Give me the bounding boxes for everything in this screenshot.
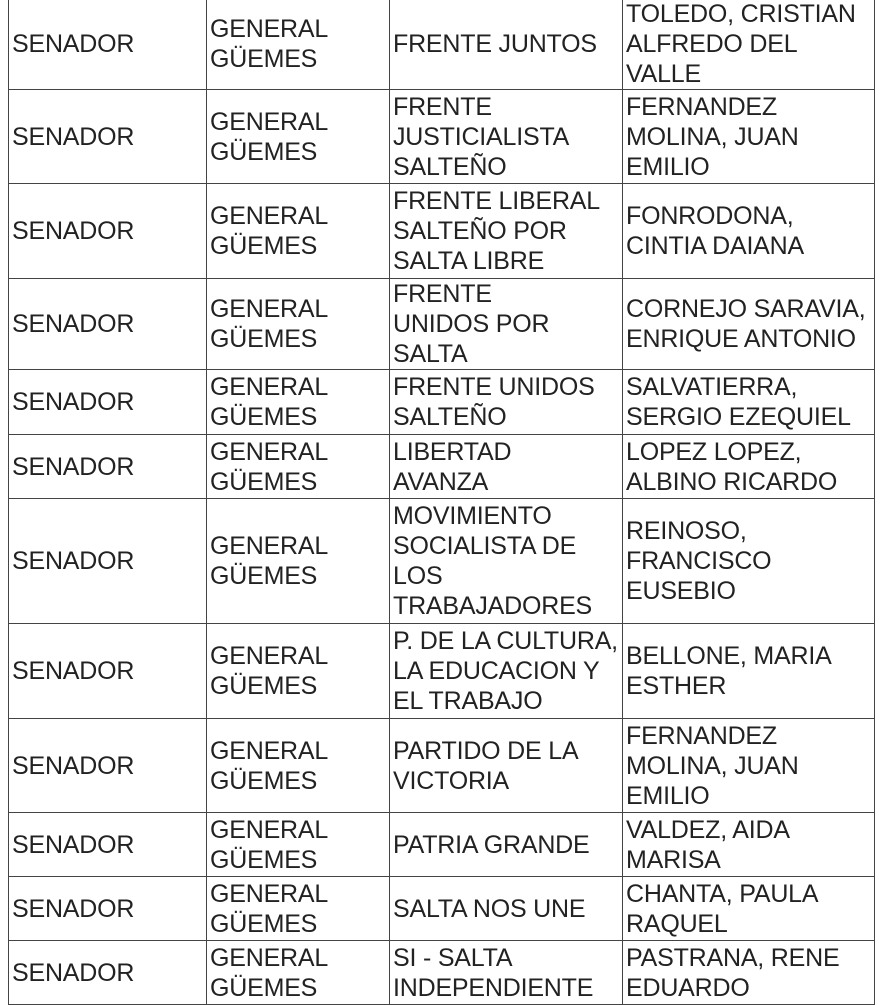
cargo-cell: SENADOR [9,624,207,719]
cargo-cell: SENADOR [9,90,207,184]
departamento-cell: GENERAL GÜEMES [207,813,390,877]
table-row [9,435,875,499]
cargo-cell: SENADOR [9,435,207,499]
cargo-cell: SENADOR [9,279,207,370]
candidato-cell: TOLEDO, CRISTIAN ALFREDO DEL VALLE [623,0,875,90]
table-row [9,370,875,435]
cargo-cell: SENADOR [9,184,207,279]
candidato-cell: PASTRANA, RENE EDUARDO [623,941,875,1005]
frente-cell: LIBERTAD AVANZA [390,435,623,499]
departamento-cell: GENERAL GÜEMES [207,877,390,941]
table-row [9,813,875,877]
candidato-cell: CHANTA, PAULA RAQUEL [623,877,875,941]
candidato-cell: SALVATIERRA, SERGIO EZEQUIEL [623,370,875,435]
candidato-cell: LOPEZ LOPEZ, ALBINO RICARDO [623,435,875,499]
table-row [9,624,875,719]
frente-cell: MOVIMIENTO SOCIALISTA DE LOS TRABAJADORES [390,499,623,624]
departamento-cell: GENERAL GÜEMES [207,499,390,624]
candidato-cell: REINOSO, FRANCISCO EUSEBIO [623,499,875,624]
table-row [9,184,875,279]
table-row [9,719,875,813]
frente-cell: FRENTE JUSTICIALISTA SALTEÑO [390,90,623,184]
departamento-cell: GENERAL GÜEMES [207,279,390,370]
candidato-cell: CORNEJO SARAVIA, ENRIQUE ANTONIO [623,279,875,370]
candidato-cell: FERNANDEZ MOLINA, JUAN EMILIO [623,90,875,184]
frente-cell: FRENTE LIBERAL SALTEÑO POR SALTA LIBRE [390,184,623,279]
frente-cell: PARTIDO DE LA VICTORIA [390,719,623,813]
cargo-cell: SENADOR [9,719,207,813]
table-row [9,499,875,624]
table-row [9,941,875,1005]
frente-cell: P. DE LA CULTURA, LA EDUCACION Y EL TRABAJO [390,624,623,719]
candidato-cell: VALDEZ, AIDA MARISA [623,813,875,877]
cargo-cell: SENADOR [9,0,207,90]
departamento-cell: GENERAL GÜEMES [207,0,390,90]
frente-cell: FRENTE UNIDOS SALTEÑO [390,370,623,435]
candidato-cell: FONRODONA, CINTIA DAIANA [623,184,875,279]
departamento-cell: GENERAL GÜEMES [207,184,390,279]
cargo-cell: SENADOR [9,813,207,877]
table-row [9,279,875,370]
candidates-table [8,0,875,1005]
cargo-cell: SENADOR [9,877,207,941]
frente-cell: SALTA NOS UNE [390,877,623,941]
departamento-cell: GENERAL GÜEMES [207,941,390,1005]
departamento-cell: GENERAL GÜEMES [207,719,390,813]
table-row [9,90,875,184]
departamento-cell: GENERAL GÜEMES [207,435,390,499]
cargo-cell: SENADOR [9,370,207,435]
cargo-cell: SENADOR [9,499,207,624]
cargo-cell: SENADOR [9,941,207,1005]
departamento-cell: GENERAL GÜEMES [207,624,390,719]
departamento-cell: GENERAL GÜEMES [207,370,390,435]
table-row [9,0,875,90]
table-row [9,877,875,941]
frente-cell: SI - SALTA INDEPENDIENTE [390,941,623,1005]
candidato-cell: BELLONE, MARIA ESTHER [623,624,875,719]
departamento-cell: GENERAL GÜEMES [207,90,390,184]
frente-cell: FRENTE JUNTOS [390,0,623,90]
frente-cell: PATRIA GRANDE [390,813,623,877]
frente-cell: FRENTE UNIDOS POR SALTA [390,279,623,370]
candidato-cell: FERNANDEZ MOLINA, JUAN EMILIO [623,719,875,813]
